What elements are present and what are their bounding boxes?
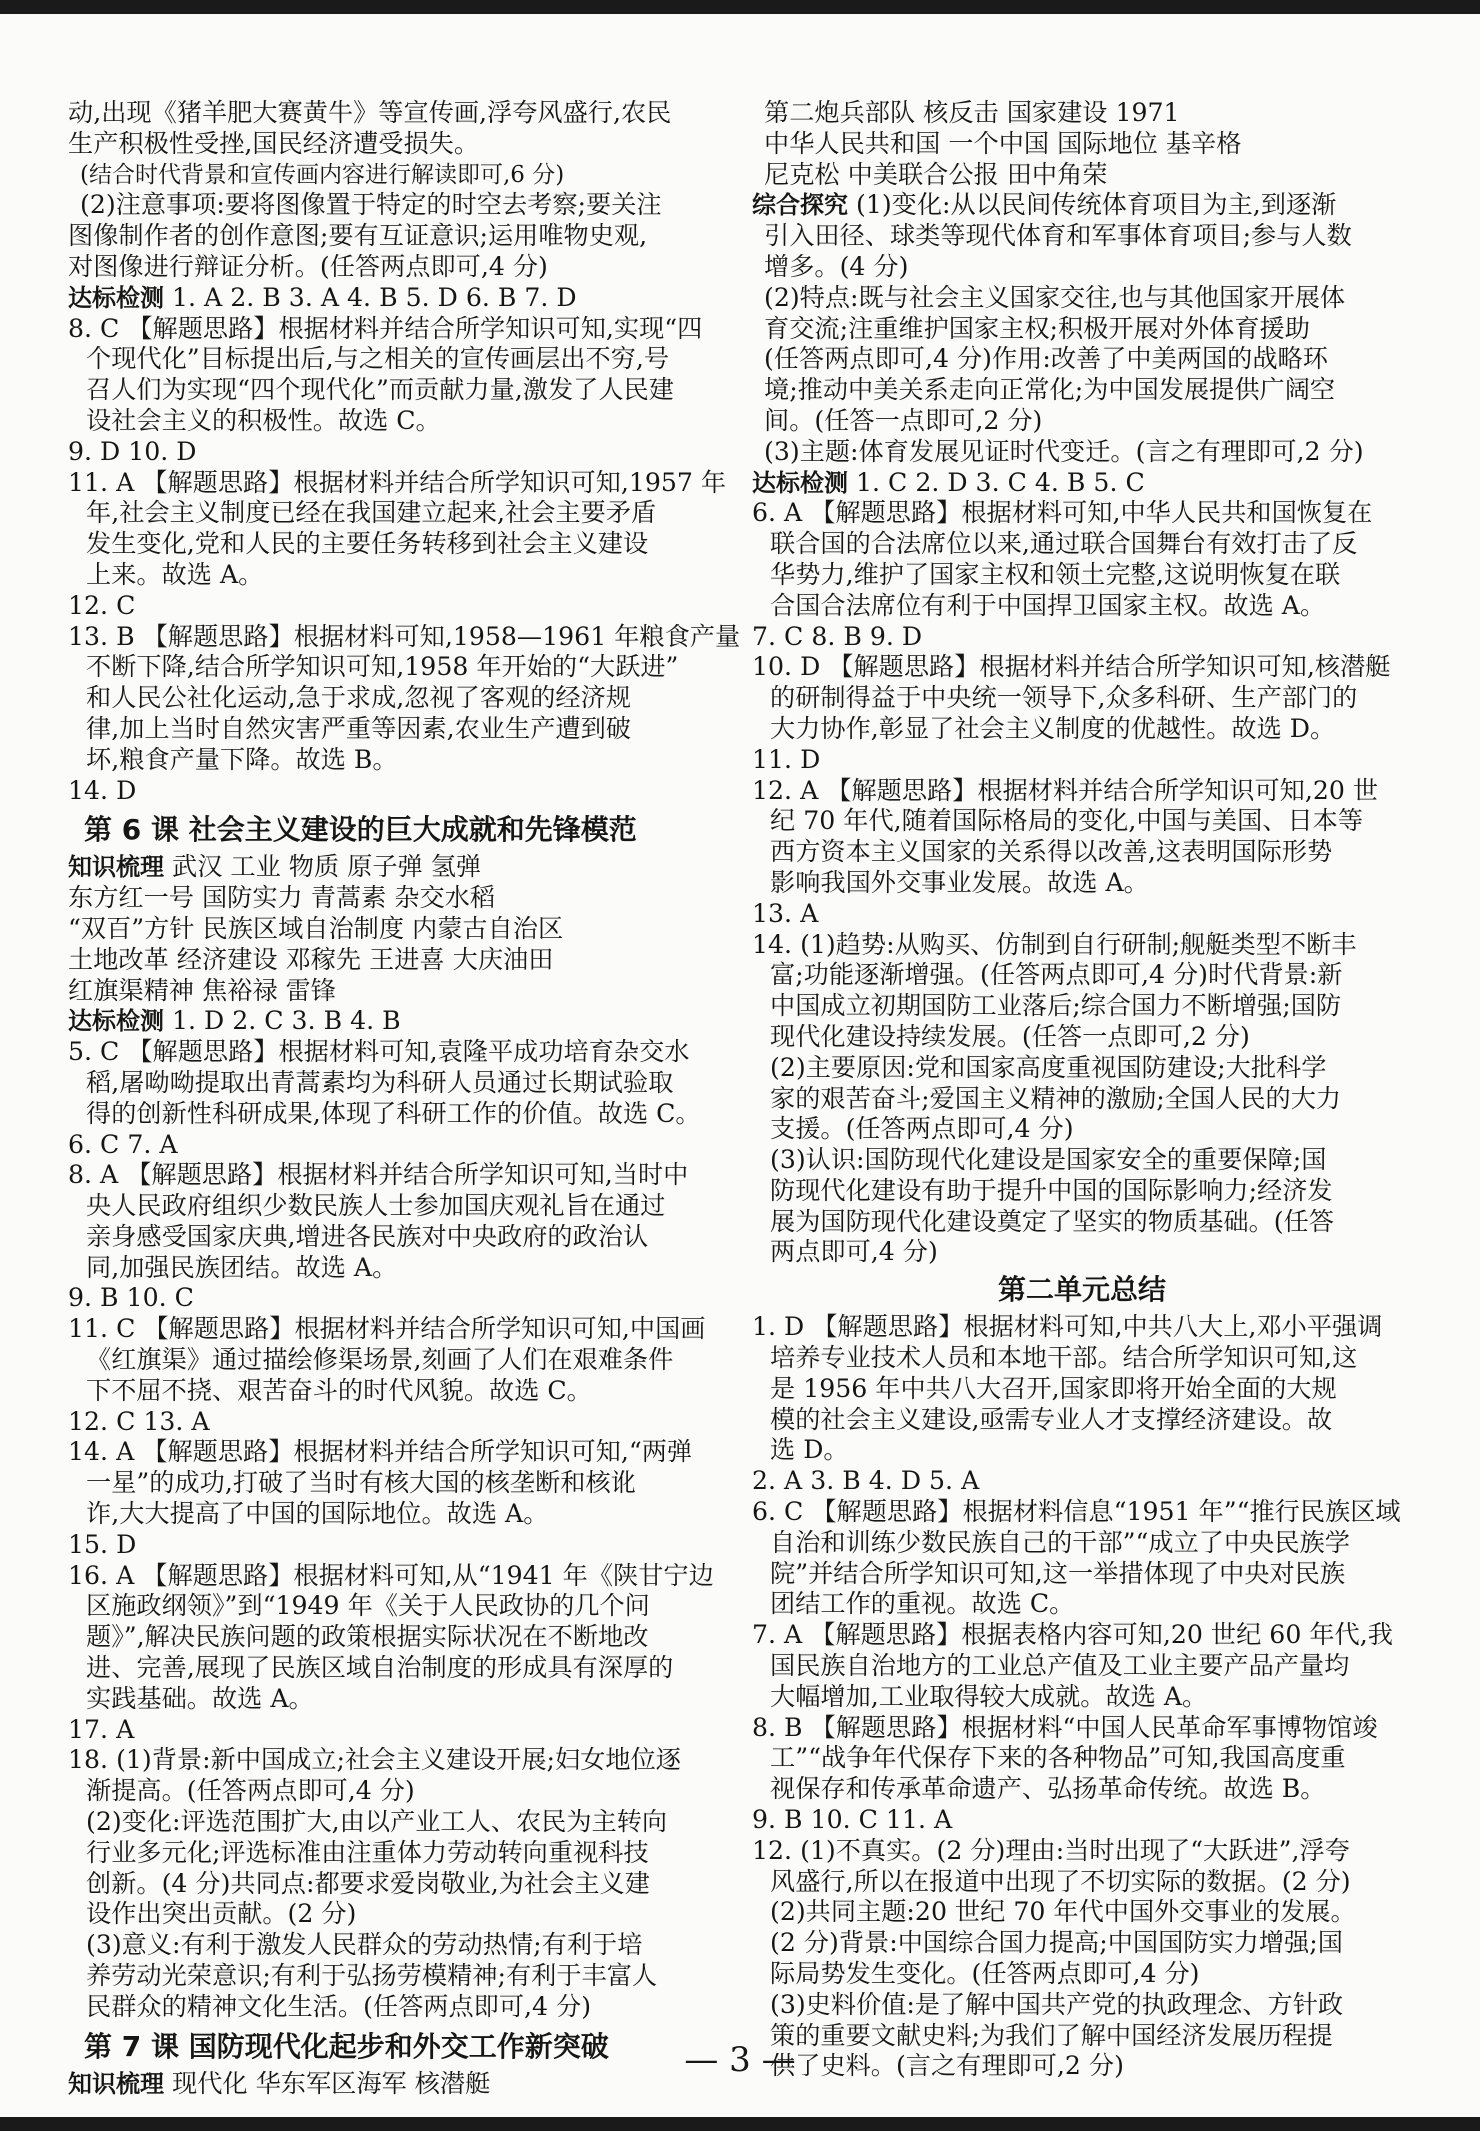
bold-label: 达标检测 — [68, 1007, 164, 1036]
line-text: 间。(任答一点即可,2 分) — [764, 405, 1043, 435]
line-text: 纪 70 年代,随着国际格局的变化,中国与美国、日本等 — [770, 806, 1364, 836]
section-heading — [84, 812, 748, 848]
line-text: 团结工作的重视。故选 C。 — [770, 1589, 1075, 1619]
text-line — [752, 1867, 1412, 1898]
text-line — [752, 1589, 1412, 1620]
text-line — [752, 991, 1412, 1022]
line-text: 12. (1)不真实。(2 分)理由:当时出现了“大跃进”,浮夸 — [752, 1835, 1350, 1865]
line-text: 家的艰苦奋斗;爱国主义精神的激励;全国人民的大力 — [770, 1083, 1342, 1113]
text-line — [68, 683, 748, 714]
text-line — [752, 1836, 1412, 1867]
section-heading — [752, 1272, 1412, 1308]
line-text: 设社会主义的积极性。故选 C。 — [86, 405, 441, 435]
line-text: (3)认识:国防现代化建设是国家安全的重要保障;国 — [770, 1145, 1327, 1175]
text-line — [752, 1497, 1412, 1528]
bold-label: 综合探究 — [752, 191, 848, 220]
left-column — [68, 98, 748, 2099]
line-text: 大力协作,彰显了社会主义制度的优越性。故选 D。 — [770, 713, 1336, 743]
line-text: 1. A 2. B 3. A 4. B 5. D 6. B 7. D — [164, 282, 577, 312]
text-line — [752, 129, 1412, 160]
right-column — [752, 98, 1412, 2082]
line-text: 对图像进行辩证分析。(任答两点即可,4 分) — [68, 251, 548, 281]
line-text: 进、完善,展现了民族区域自治制度的形成具有深厚的 — [86, 1653, 674, 1683]
line-text: 国民族自治地方的工业总产值及工业主要产品产量均 — [770, 1651, 1350, 1681]
text-line — [752, 960, 1412, 991]
line-text: 现代化建设持续发展。(任答一点即可,2 分) — [770, 1021, 1250, 1051]
line-text: 策的重要文献史料;为我们了解中国经济发展历程提 — [770, 2020, 1333, 2050]
text-line — [68, 344, 748, 375]
line-text: 5. C 【解题思路】根据材料可知,袁隆平成功培育杂交水 — [68, 1037, 690, 1067]
text-line — [68, 1561, 748, 1592]
line-text: (3)主题:体育发展见证时代变迁。(言之有理即可,2 分) — [764, 436, 1364, 466]
text-line — [752, 1176, 1412, 1207]
text-line — [68, 776, 748, 807]
line-text: 不断下降,结合所学知识可知,1958 年开始的“大跃进” — [86, 652, 679, 682]
line-text: (结合时代背景和宣传画内容进行解读即可,6 分) — [80, 161, 565, 188]
text-line — [752, 1435, 1412, 1466]
line-text: 民群众的精神文化生活。(任答两点即可,4 分) — [86, 1991, 592, 2021]
line-text: “双百”方针 民族区域自治制度 内蒙古自治区 — [68, 913, 564, 943]
line-text: 11. C 【解题思路】根据材料并结合所学知识可知,中国画 — [68, 1314, 706, 1344]
line-text: 下不屈不挠、艰苦奋斗的时代风貌。故选 C。 — [86, 1375, 592, 1405]
text-line — [68, 529, 748, 560]
line-text: 西方资本主义国家的关系得以改善,这表明国际形势 — [770, 837, 1333, 867]
line-text: (2)变化:评选范围扩大,由以产业工人、农民为主转向 — [86, 1807, 668, 1837]
line-text: 2. A 3. B 4. D 5. A — [752, 1466, 980, 1496]
line-text: 发生变化,党和人民的主要任务转移到社会主义建设 — [86, 529, 649, 559]
text-line — [68, 1160, 748, 1191]
line-text: 工”“战争年代保存下来的各种物品”可知,我国高度重 — [770, 1743, 1346, 1773]
top-rule — [0, 0, 1480, 14]
text-line — [68, 1684, 748, 1715]
line-text: 选 D。 — [770, 1435, 849, 1465]
line-text: 养劳动光荣意识;有利于弘扬劳模精神;有利于丰富人 — [86, 1961, 658, 1991]
line-text: 13. A — [752, 898, 819, 928]
line-text: 自治和训练少数民族自己的干部”“成立了中央民族学 — [770, 1527, 1350, 1557]
bold-label: 知识梳理 — [68, 2069, 164, 2098]
text-line — [68, 560, 748, 591]
line-text: 央人民政府组织少数民族人士参加国庆观礼旨在通过 — [86, 1191, 666, 1221]
text-line — [68, 976, 748, 1007]
text-line — [68, 1407, 748, 1438]
text-line — [68, 883, 748, 914]
text-line — [752, 190, 1412, 221]
text-line — [68, 1591, 748, 1622]
text-line — [68, 1838, 748, 1869]
line-text: 律,加上当时自然灾害严重等因素,农业生产遭到破 — [86, 713, 631, 743]
line-text: 6. A 【解题思路】根据材料可知,中华人民共和国恢复在 — [752, 498, 1373, 528]
text-line — [752, 1682, 1412, 1713]
line-text: 院”并结合所学知识可知,这一举措体现了中央对民族 — [770, 1558, 1346, 1588]
text-line — [68, 1253, 748, 1284]
line-text: 稻,屠呦呦提取出青蒿素均为科研人员通过长期试验取 — [86, 1067, 674, 1097]
text-line — [68, 314, 748, 345]
text-line — [752, 1620, 1412, 1651]
text-line — [68, 1622, 748, 1653]
line-text: 6. C 7. A — [68, 1129, 178, 1159]
text-line — [752, 1897, 1412, 1928]
text-line — [752, 683, 1412, 714]
text-line — [752, 1022, 1412, 1053]
text-line — [752, 560, 1412, 591]
line-text: 培养专业技术人员和本地干部。结合所学知识可知,这 — [770, 1343, 1358, 1373]
line-text: 15. D — [68, 1529, 137, 1559]
line-text: (2 分)背景:中国综合国力提高;中国国防实力增强;国 — [770, 1928, 1343, 1958]
text-line — [752, 498, 1412, 529]
line-text: 创新。(4 分)共同点:都要求爱岗敬业,为社会主义建 — [86, 1868, 650, 1898]
text-line — [752, 1343, 1412, 1374]
line-text: 实践基础。故选 A。 — [86, 1683, 314, 1713]
line-text: 9. B 10. C 11. A — [752, 1805, 953, 1835]
bold-label: 达标检测 — [752, 468, 848, 497]
line-text: 1. D 2. C 3. B 4. B — [164, 1006, 401, 1036]
text-line — [68, 1992, 748, 2023]
text-line — [68, 129, 748, 160]
text-line — [68, 190, 748, 221]
line-text: 14. (1)趋势:从购买、仿制到自行研制;舰艇类型不断丰 — [752, 929, 1357, 959]
line-text: 18. (1)背景:新中国成立;社会主义建设开展;妇女地位逐 — [68, 1745, 681, 1775]
text-line — [752, 745, 1412, 776]
line-text: 8. A 【解题思路】根据材料并结合所学知识可知,当时中 — [68, 1160, 689, 1190]
line-text: 12. A 【解题思路】根据材料并结合所学知识可知,20 世 — [752, 775, 1379, 805]
line-text: 的研制得益于中央统一领导下,众多科研、生产部门的 — [770, 683, 1358, 713]
text-line — [68, 714, 748, 745]
line-text: 动,出现《猪羊肥大赛黄牛》等宣传画,浮夸风盛行,农民 — [68, 98, 672, 127]
text-line — [68, 498, 748, 529]
line-text: 视保存和传承革命遗产、弘扬革命传统。故选 B。 — [770, 1774, 1326, 1804]
text-line — [68, 221, 748, 252]
text-line — [752, 1374, 1412, 1405]
line-text: (2)共同主题:20 世纪 70 年代中国外交事业的发展。 — [770, 1897, 1356, 1927]
line-text: 土地改革 经济建设 邓稼先 王进喜 大庆油田 — [68, 944, 554, 974]
text-line — [752, 1312, 1412, 1343]
line-text: 9. B 10. C — [68, 1283, 194, 1313]
line-text: 展为国防现代化建设奠定了坚实的物质基础。(任答 — [770, 1206, 1334, 1236]
text-line — [752, 1928, 1412, 1959]
line-text: 12. C — [68, 590, 136, 620]
line-text: 召人们为实现“四个现代化”而贡献力量,激发了人民建 — [86, 375, 674, 405]
text-line — [752, 283, 1412, 314]
text-line — [68, 1961, 748, 1992]
text-line — [68, 945, 748, 976]
line-text: 生产积极性受挫,国民经济遭受损失。 — [68, 128, 480, 158]
bold-label: 知识梳理 — [68, 853, 164, 882]
line-text: (2)主要原因:党和国家高度重视国防建设;大批科学 — [770, 1052, 1327, 1082]
text-line — [68, 914, 748, 945]
text-line — [68, 1037, 748, 1068]
text-line — [68, 1715, 748, 1746]
text-line — [68, 1345, 748, 1376]
text-line — [752, 868, 1412, 899]
line-text: 题》”,解决民族问题的政策根据实际状况在不断地改 — [86, 1622, 649, 1652]
line-text: 供了史料。(言之有理即可,2 分) — [770, 2051, 1124, 2081]
line-text: 和人民公社化运动,急于求成,忽视了客观的经济规 — [86, 683, 631, 713]
text-line — [68, 160, 748, 191]
text-line — [68, 1930, 748, 1961]
text-line — [752, 776, 1412, 807]
text-line — [68, 1807, 748, 1838]
bold-label: 达标检测 — [68, 283, 164, 312]
line-text: 7. C 8. B 9. D — [752, 621, 923, 651]
line-text: 增多。(4 分) — [764, 251, 909, 281]
text-line — [752, 1145, 1412, 1176]
text-line — [752, 591, 1412, 622]
line-text: 11. D — [752, 744, 821, 774]
line-text: 个现代化”目标提出后,与之相关的宣传画层出不穷,号 — [86, 344, 670, 374]
line-text: 中华人民共和国 一个中国 国际地位 基辛格 — [764, 128, 1242, 158]
text-line — [68, 375, 748, 406]
line-text: 现代化 华东军区海军 核潜艇 — [164, 2068, 491, 2098]
line-text: 14. D — [68, 775, 137, 805]
text-line — [752, 314, 1412, 345]
text-line — [752, 468, 1412, 499]
text-line — [752, 1713, 1412, 1744]
line-text: 8. C 【解题思路】根据材料并结合所学知识可知,实现“四 — [68, 313, 703, 343]
text-line — [68, 1099, 748, 1130]
text-line — [752, 1559, 1412, 1590]
text-line — [752, 1990, 1412, 2021]
text-line — [752, 1405, 1412, 1436]
line-text: 亲身感受国家庆典,增进各民族对中央政府的政治认 — [86, 1221, 649, 1251]
text-line — [68, 1130, 748, 1161]
line-text: 17. A — [68, 1714, 135, 1744]
line-text: 际局势发生变化。(任答两点即可,4 分) — [770, 1959, 1200, 1989]
line-text: 华势力,维护了国家主权和领土完整,这说明恢复在联 — [770, 559, 1341, 589]
line-text: 图像制作者的创作意图;要有互证意识;运用唯物史观, — [68, 221, 648, 251]
text-line — [752, 375, 1412, 406]
text-line — [68, 1068, 748, 1099]
text-line — [68, 1468, 748, 1499]
text-line — [752, 1237, 1412, 1268]
page-number: — 3 — — [684, 2040, 796, 2080]
line-text: 东方红一号 国防实力 青蒿素 杂交水稻 — [68, 883, 496, 913]
line-text: 9. D 10. D — [68, 436, 197, 466]
text-line — [68, 1899, 748, 1930]
text-line — [68, 1745, 748, 1776]
line-text: 尼克松 中美联合公报 田中角荣 — [764, 159, 1108, 189]
line-text: 6. C 【解题思路】根据材料信息“1951 年”“推行民族区域 — [752, 1497, 1401, 1527]
line-text: 中国成立初期国防工业落后;综合国力不断增强;国防 — [770, 991, 1342, 1021]
text-line — [68, 745, 748, 776]
text-line — [752, 1528, 1412, 1559]
line-text: 坏,粮食产量下降。故选 B。 — [86, 744, 398, 774]
line-text: 育交流;注重维护国家主权;积极开展对外体育援助 — [764, 313, 1310, 343]
text-line — [752, 1651, 1412, 1682]
text-line — [68, 1314, 748, 1345]
line-text: 红旗渠精神 焦裕禄 雷锋 — [68, 975, 336, 1005]
text-line — [752, 930, 1412, 961]
text-line — [68, 406, 748, 437]
text-line — [752, 1466, 1412, 1497]
text-line — [68, 1776, 748, 1807]
bottom-rule — [0, 2117, 1480, 2131]
text-line — [68, 1530, 748, 1561]
text-line — [752, 1207, 1412, 1238]
line-text: 第二单元总结 — [997, 1273, 1166, 1307]
line-text: 两点即可,4 分) — [770, 1237, 938, 1267]
text-line — [68, 1283, 748, 1314]
line-text: 12. C 13. A — [68, 1406, 210, 1436]
text-line — [752, 1774, 1412, 1805]
line-text: 是 1956 年中共八大召开,国家即将开始全面的大规 — [770, 1373, 1337, 1403]
text-line — [68, 622, 748, 653]
line-text: 1. C 2. D 3. C 4. B 5. C — [848, 467, 1145, 497]
line-text: 14. A 【解题思路】根据材料并结合所学知识可知,“两弹 — [68, 1437, 693, 1467]
text-line — [68, 1376, 748, 1407]
line-text: 武汉 工业 物质 原子弹 氢弹 — [164, 852, 482, 882]
text-line — [68, 98, 748, 129]
line-text: 渐提高。(任答两点即可,4 分) — [86, 1776, 415, 1806]
text-line — [752, 1114, 1412, 1145]
line-text: 富;功能逐渐增强。(任答两点即可,4 分)时代背景:新 — [770, 960, 1343, 990]
text-line — [752, 1959, 1412, 1990]
line-text: 13. B 【解题思路】根据材料可知,1958—1961 年粮食产量 — [68, 621, 741, 651]
text-line — [68, 1653, 748, 1684]
line-text: 11. A 【解题思路】根据材料并结合所学知识可知,1957 年 — [68, 467, 727, 497]
line-text: 大幅增加,工业取得较大成就。故选 A。 — [770, 1681, 1208, 1711]
text-line — [752, 98, 1412, 129]
text-line — [752, 1743, 1412, 1774]
line-text: 同,加强民族团结。故选 A。 — [86, 1252, 398, 1282]
line-text: (任答两点即可,4 分)作用:改善了中美两国的战略环 — [764, 344, 1328, 374]
text-line — [752, 1053, 1412, 1084]
line-text: (1)变化:从以民间传统体育项目为主,到逐渐 — [848, 190, 1337, 220]
line-text: 第二炮兵部队 核反击 国家建设 1971 — [764, 98, 1180, 127]
line-text: 得的创新性科研成果,体现了科研工作的价值。故选 C。 — [86, 1098, 701, 1128]
line-text: 境;推动中美关系走向正常化;为中国发展提供广阔空 — [764, 375, 1336, 405]
line-text: 合国合法席位有利于中国捍卫国家主权。故选 A。 — [770, 590, 1326, 620]
text-line — [68, 1006, 748, 1037]
text-line — [68, 1869, 748, 1900]
line-text: 年,社会主义制度已经在我国建立起来,社会主要矛盾 — [86, 498, 657, 528]
line-text: 风盛行,所以在报道中出现了不切实际的数据。(2 分) — [770, 1866, 1351, 1896]
text-line — [752, 1805, 1412, 1836]
line-text: 上来。故选 A。 — [86, 559, 264, 589]
line-text: (3)意义:有利于激发人民群众的劳动热情;有利于培 — [86, 1930, 643, 1960]
text-line — [68, 652, 748, 683]
text-line — [752, 221, 1412, 252]
text-line — [752, 437, 1412, 468]
text-line — [752, 406, 1412, 437]
line-text: 模的社会主义建设,亟需专业人才支撑经济建设。故 — [770, 1404, 1333, 1434]
line-text: 第 6 课 社会主义建设的巨大成就和先锋模范 — [84, 813, 637, 847]
text-line — [752, 652, 1412, 683]
line-text: (2)注意事项:要将图像置于特定的时空去考察;要关注 — [80, 190, 662, 220]
text-line — [68, 591, 748, 622]
line-text: (2)特点:既与社会主义国家交往,也与其他国家开展体 — [764, 282, 1346, 312]
text-line — [752, 806, 1412, 837]
line-text: 行业多元化;评选标准由注重体力劳动转向重视科技 — [86, 1837, 649, 1867]
text-line — [68, 252, 748, 283]
text-line — [68, 1191, 748, 1222]
text-line — [752, 837, 1412, 868]
text-line — [68, 437, 748, 468]
text-line — [752, 622, 1412, 653]
line-text: 防现代化建设有助于提升中国的国际影响力;经济发 — [770, 1175, 1333, 1205]
text-line — [752, 1084, 1412, 1115]
line-text: 8. B 【解题思路】根据材料“中国人民革命军事博物馆竣 — [752, 1712, 1378, 1742]
line-text: (3)史料价值:是了解中国共产党的执政理念、方针政 — [770, 1989, 1344, 2019]
line-text: 支援。(任答两点即可,4 分) — [770, 1114, 1074, 1144]
text-line — [752, 160, 1412, 191]
text-line — [68, 852, 748, 883]
line-text: 16. A 【解题思路】根据材料可知,从“1941 年《陕甘宁边 — [68, 1560, 714, 1590]
text-line — [752, 714, 1412, 745]
line-text: 影响我国外交事业发展。故选 A。 — [770, 867, 1149, 897]
line-text: 1. D 【解题思路】根据材料可知,中共八大上,邓小平强调 — [752, 1312, 1383, 1342]
text-line — [68, 1499, 748, 1530]
text-line — [752, 252, 1412, 283]
line-text: 设作出突出贡献。(2 分) — [86, 1899, 357, 1929]
text-line — [752, 344, 1412, 375]
line-text: 第 7 课 国防现代化起步和外交工作新突破 — [84, 2029, 609, 2063]
text-line — [68, 468, 748, 499]
line-text: 联合国的合法席位以来,通过联合国舞台有效打击了反 — [770, 529, 1358, 559]
line-text: 诈,大大提高了中国的国际地位。故选 A。 — [86, 1499, 549, 1529]
text-line — [752, 529, 1412, 560]
line-text: 一星”的成功,打破了当时有核大国的核垄断和核讹 — [86, 1468, 636, 1498]
line-text: 7. A 【解题思路】根据表格内容可知,20 世纪 60 年代,我 — [752, 1620, 1393, 1650]
text-line — [68, 283, 748, 314]
line-text: 区施政纲领》”到“1949 年《关于人民政协的几个问 — [86, 1591, 650, 1621]
text-line — [752, 899, 1412, 930]
text-line — [68, 1437, 748, 1468]
line-text: 《红旗渠》通过描绘修渠场景,刻画了人们在艰难条件 — [86, 1345, 674, 1375]
text-line — [68, 1222, 748, 1253]
line-text: 引入田径、球类等现代体育和军事体育项目;参与人数 — [764, 221, 1352, 251]
line-text: 10. D 【解题思路】根据材料并结合所学知识可知,核潜艇 — [752, 652, 1391, 682]
